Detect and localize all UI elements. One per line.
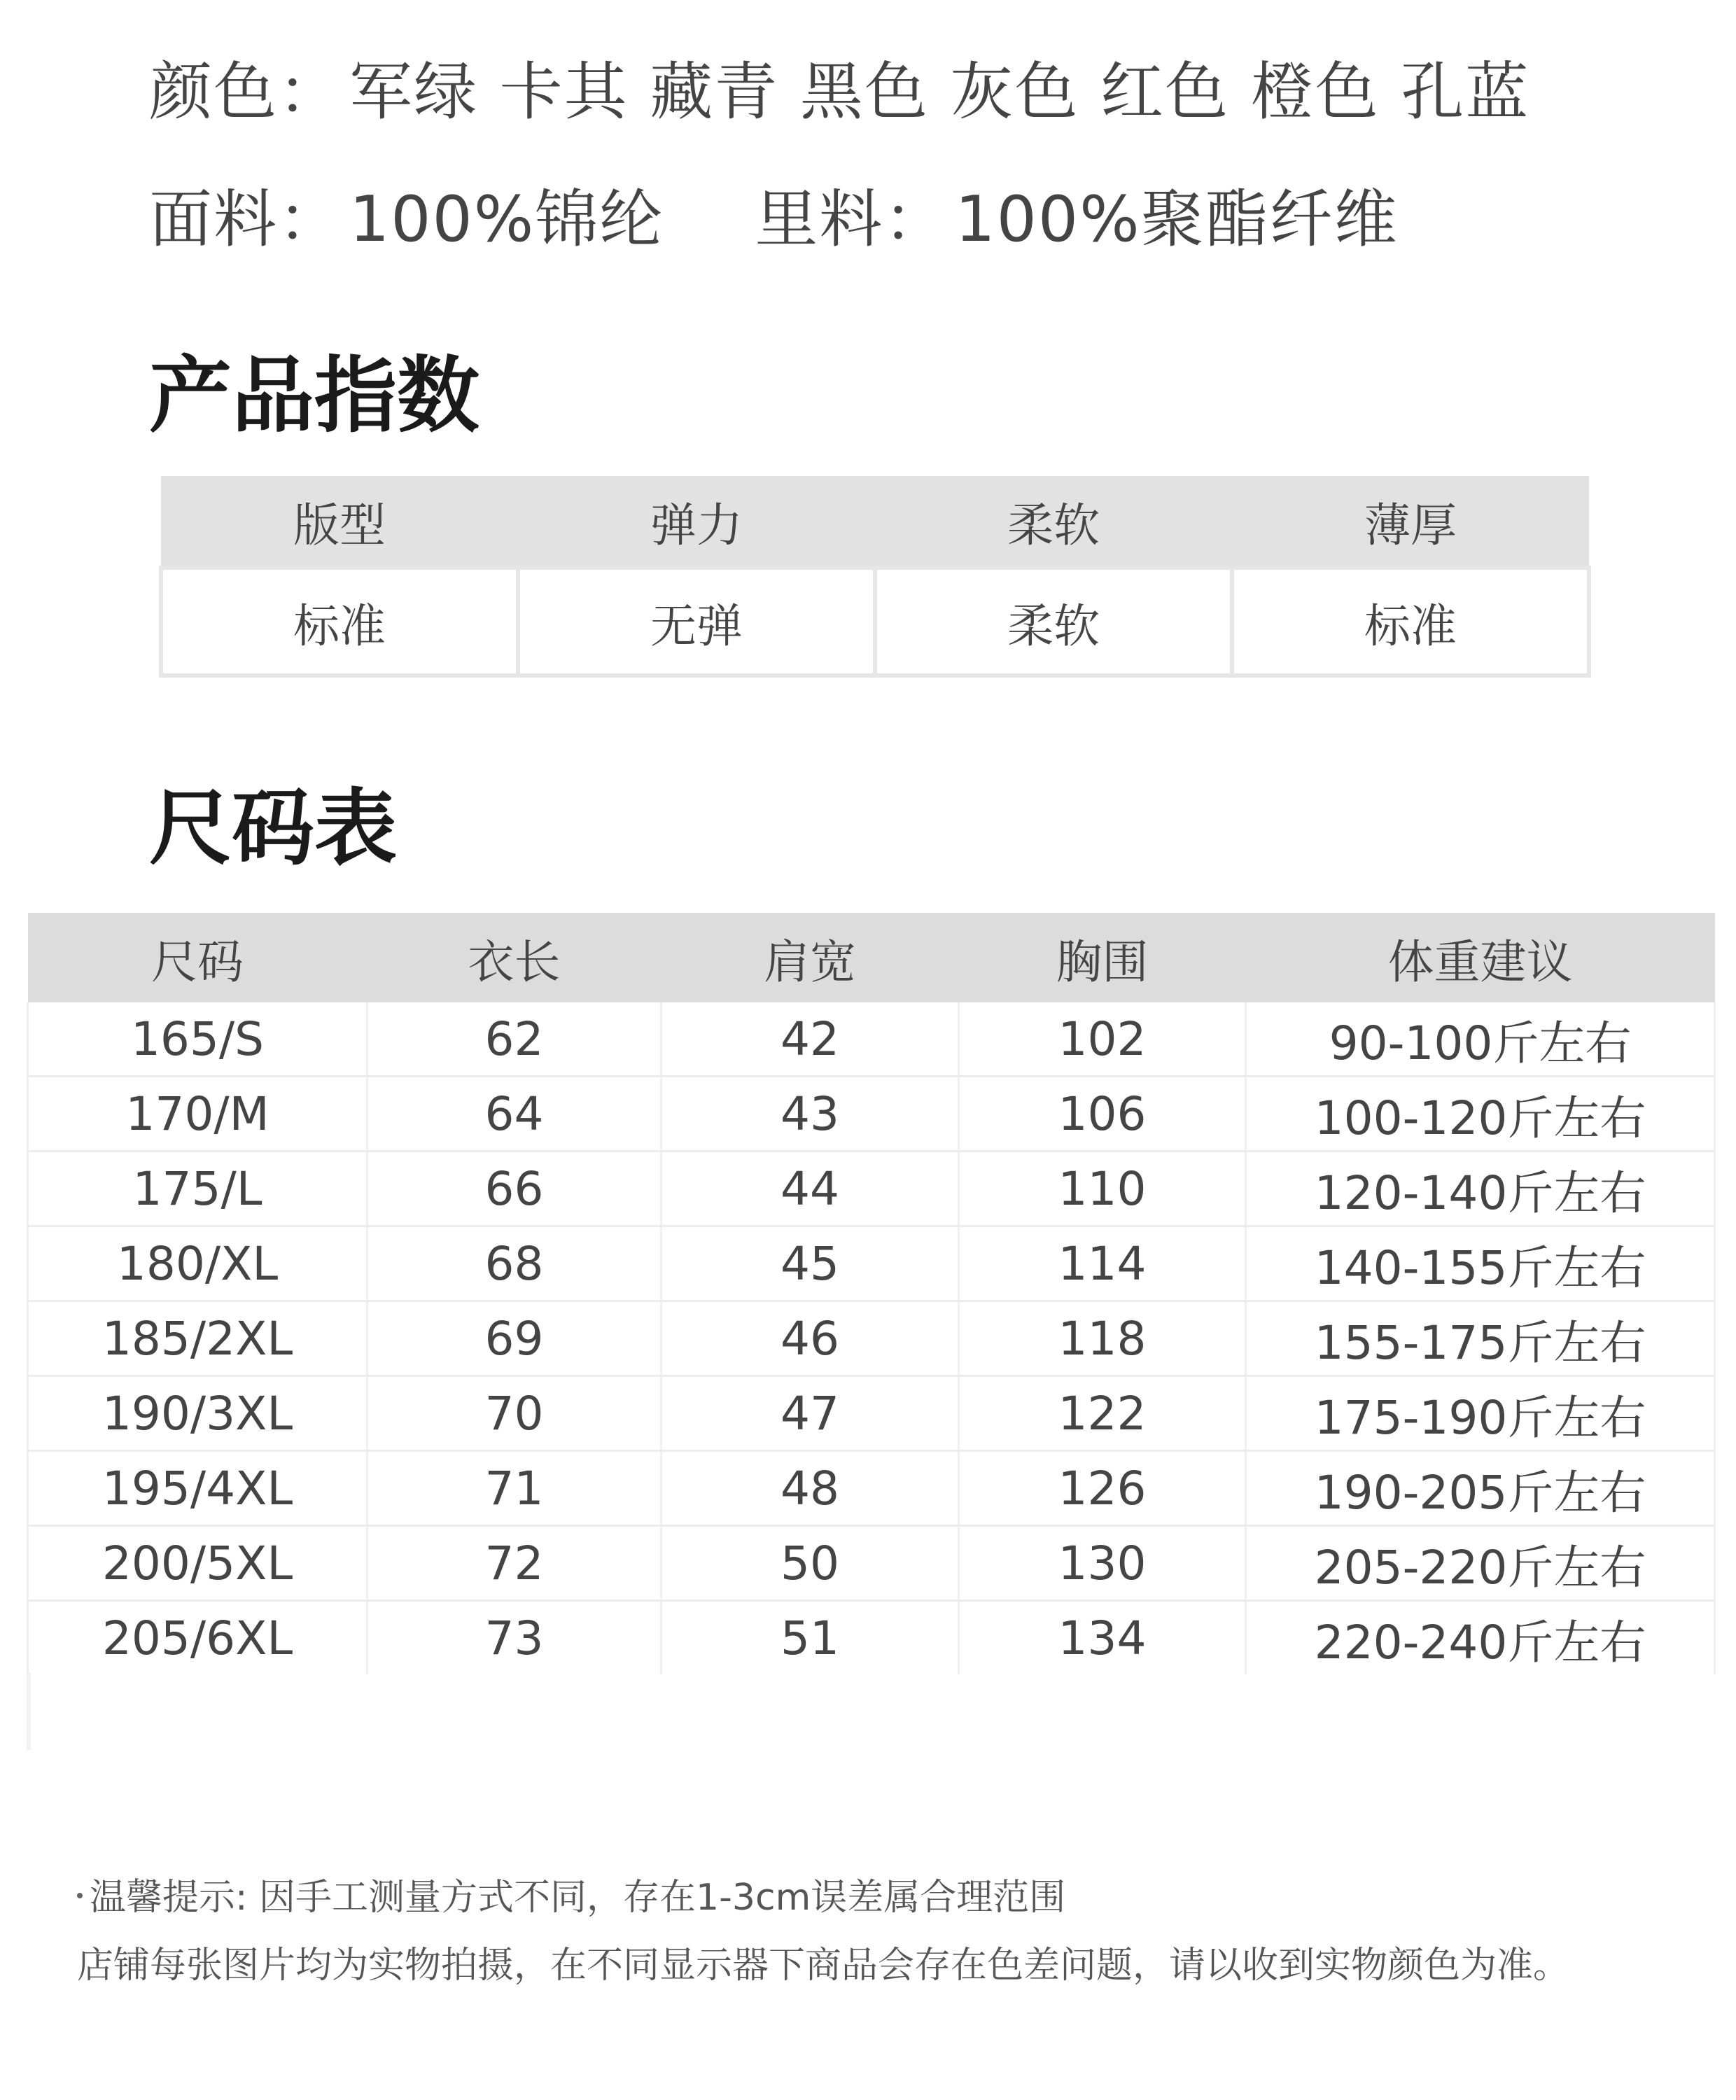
cell-shoulder: 43	[662, 1077, 959, 1152]
header-weight: 体重建议	[1246, 913, 1715, 1002]
table-row	[28, 1077, 1715, 1152]
table-row	[28, 1002, 1715, 1077]
colors-label: 颜色：	[149, 55, 342, 129]
product-index-header-row	[161, 476, 1589, 568]
header-shoulder: 肩宽	[662, 913, 959, 1002]
index-header-thickness: 薄厚	[1232, 476, 1589, 568]
shell-fabric-label: 面料：	[149, 183, 342, 256]
size-chart-header-row	[28, 913, 1715, 1002]
cell-chest: 126	[959, 1451, 1246, 1526]
cell-chest: 130	[959, 1526, 1246, 1601]
cell-length: 64	[368, 1077, 662, 1152]
lining-label: 里料：	[755, 183, 948, 256]
color-difference-note: 店铺每张图片均为实物拍摄，在不同显示器下商品会存在色差问题，请以收到实物颜色为准。	[77, 1945, 1570, 1987]
cell-size: 180/XL	[28, 1226, 368, 1301]
index-value-thickness: 标准	[1232, 568, 1589, 676]
size-chart-title: 尺码表	[149, 780, 398, 876]
cell-length: 68	[368, 1226, 662, 1301]
cell-length: 66	[368, 1152, 662, 1226]
colors-line	[149, 41, 1530, 132]
table-row	[28, 1451, 1715, 1526]
cell-size: 200/5XL	[28, 1526, 368, 1601]
cell-length: 73	[368, 1601, 662, 1675]
cell-chest: 134	[959, 1601, 1246, 1675]
cell-weight: 140-155斤左右	[1246, 1226, 1715, 1301]
cell-weight: 100-120斤左右	[1246, 1077, 1715, 1152]
table-edge-divider	[27, 1673, 31, 1750]
cell-size: 195/4XL	[28, 1451, 368, 1526]
measurement-note	[77, 1868, 1065, 1920]
header-chest: 胸围	[959, 913, 1246, 1002]
product-index-table	[159, 476, 1591, 678]
cell-shoulder: 46	[662, 1301, 959, 1376]
header-length: 衣长	[368, 913, 662, 1002]
size-chart-table	[27, 913, 1716, 1674]
table-row	[28, 1376, 1715, 1451]
cell-size: 190/3XL	[28, 1376, 368, 1451]
cell-shoulder: 45	[662, 1226, 959, 1301]
cell-size: 165/S	[28, 1002, 368, 1077]
cell-weight: 205-220斤左右	[1246, 1526, 1715, 1601]
table-row	[28, 1526, 1715, 1601]
lining-value: 100%聚酯纤维	[955, 183, 1399, 256]
cell-size: 170/M	[28, 1077, 368, 1152]
product-index-value-row	[161, 568, 1589, 676]
measurement-note-text: 温馨提示: 因手工测量方式不同，存在1-3cm误差属合理范围	[90, 1877, 1066, 1919]
cell-length: 72	[368, 1526, 662, 1601]
table-row	[28, 1301, 1715, 1376]
cell-weight: 155-175斤左右	[1246, 1301, 1715, 1376]
cell-shoulder: 50	[662, 1526, 959, 1601]
cell-shoulder: 47	[662, 1376, 959, 1451]
header-size: 尺码	[28, 913, 368, 1002]
index-value-softness: 柔软	[875, 568, 1232, 676]
cell-weight: 120-140斤左右	[1246, 1152, 1715, 1226]
bullet-dot-icon	[77, 1893, 83, 1898]
cell-length: 62	[368, 1002, 662, 1077]
table-row	[28, 1226, 1715, 1301]
cell-size: 185/2XL	[28, 1301, 368, 1376]
cell-size: 175/L	[28, 1152, 368, 1226]
cell-weight: 190-205斤左右	[1246, 1451, 1715, 1526]
index-value-stretch: 无弹	[518, 568, 875, 676]
cell-chest: 110	[959, 1152, 1246, 1226]
cell-chest: 118	[959, 1301, 1246, 1376]
table-row	[28, 1152, 1715, 1226]
cell-weight: 90-100斤左右	[1246, 1002, 1715, 1077]
table-row	[28, 1601, 1715, 1675]
cell-shoulder: 48	[662, 1451, 959, 1526]
index-header-softness: 柔软	[875, 476, 1232, 568]
index-header-stretch: 弹力	[518, 476, 875, 568]
cell-weight: 175-190斤左右	[1246, 1376, 1715, 1451]
fabric-line	[149, 168, 1399, 259]
index-header-fit: 版型	[161, 476, 518, 568]
cell-shoulder: 51	[662, 1601, 959, 1675]
cell-chest: 102	[959, 1002, 1246, 1077]
cell-length: 69	[368, 1301, 662, 1376]
shell-fabric-value: 100%锦纶	[349, 183, 664, 256]
index-value-fit: 标准	[161, 568, 518, 676]
cell-shoulder: 44	[662, 1152, 959, 1226]
cell-length: 71	[368, 1451, 662, 1526]
product-index-title: 产品指数	[149, 347, 480, 444]
cell-chest: 106	[959, 1077, 1246, 1152]
cell-chest: 114	[959, 1226, 1246, 1301]
cell-size: 205/6XL	[28, 1601, 368, 1675]
cell-shoulder: 42	[662, 1002, 959, 1077]
colors-value: 军绿 卡其 藏青 黑色 灰色 红色 橙色 孔蓝	[349, 55, 1530, 129]
cell-weight: 220-240斤左右	[1246, 1601, 1715, 1675]
cell-length: 70	[368, 1376, 662, 1451]
cell-chest: 122	[959, 1376, 1246, 1451]
